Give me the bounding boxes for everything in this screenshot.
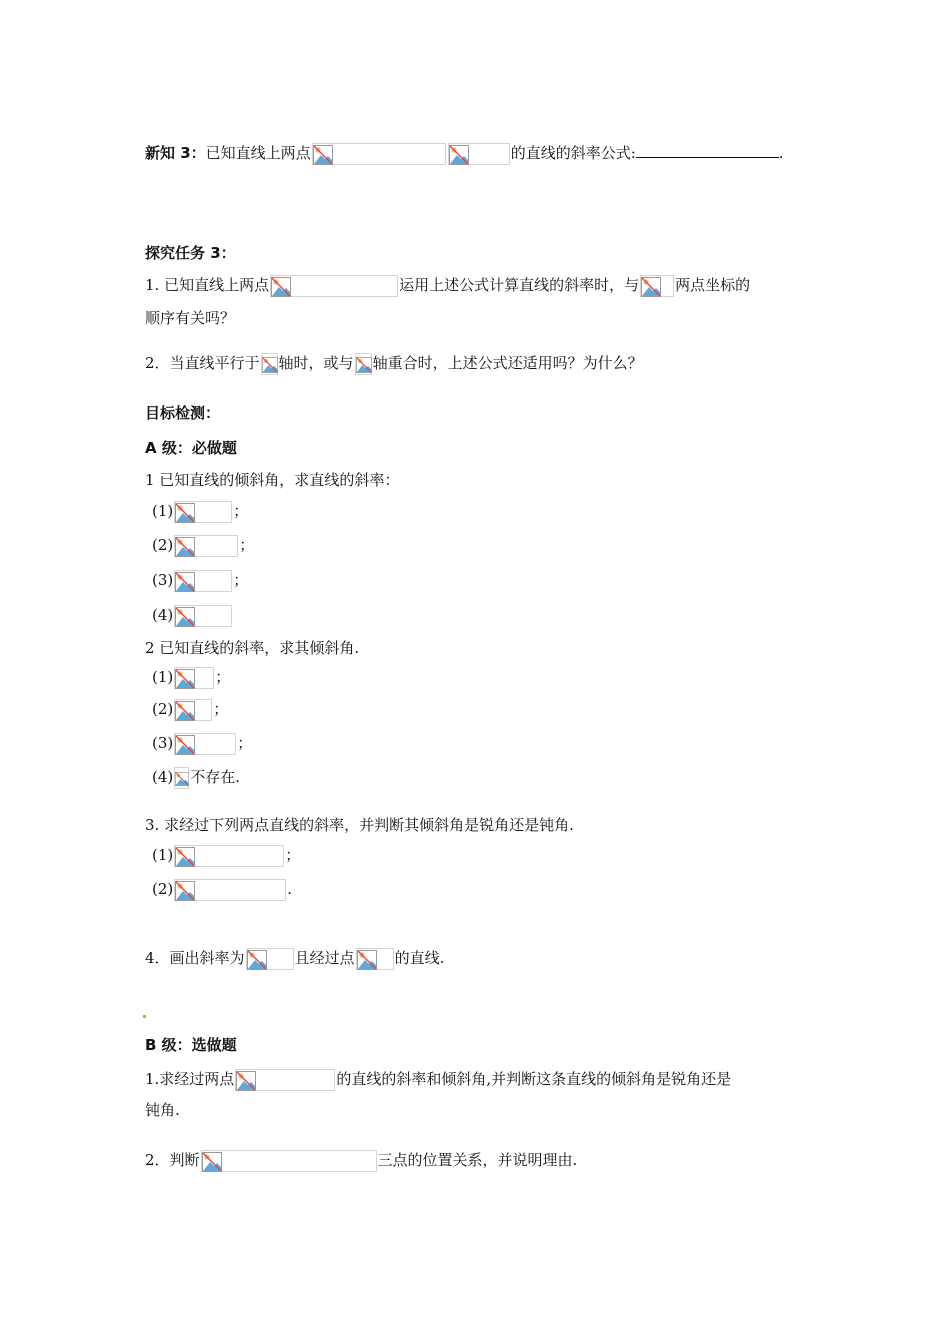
goal-title: 目标检测：: [145, 404, 221, 422]
broken-image-icon: [174, 535, 238, 557]
b-p2-text-a: 2．判断: [145, 1151, 200, 1169]
item-sep: ；: [285, 846, 301, 864]
item-sep: 不存在.: [190, 768, 241, 786]
task3-q1-text-a: 1. 已知直线上两点: [145, 276, 270, 294]
b-p2: [145, 1150, 577, 1172]
broken-image-icon: [174, 605, 232, 627]
b-p1: [145, 1069, 731, 1091]
item-number: (2): [152, 700, 174, 718]
task3-q2-text-c: 轴重合时，上述公式还适用吗？为什么？: [372, 354, 643, 372]
a-p3-item: [152, 879, 292, 901]
a-p4-text-c: 的直线.: [394, 949, 445, 967]
level-b-title: B 级：选做题: [145, 1036, 237, 1054]
task3-title: 探究任务 3：: [145, 244, 236, 262]
task3-q2: [145, 353, 643, 375]
broken-image-icon: [261, 353, 278, 375]
b-p1-text-b: 的直线的斜率和倾斜角,并判断这条直线的倾斜角是锐角还是: [336, 1070, 732, 1088]
item-number: (1): [152, 668, 174, 686]
broken-image-icon: [356, 948, 394, 970]
broken-image-icon: [174, 767, 189, 789]
item-sep: ；: [215, 668, 231, 686]
level-a-title: A 级：必做题: [145, 439, 237, 457]
task3-q1-cont: 顺序有关吗？: [145, 309, 236, 327]
item-number: (1): [152, 502, 174, 520]
stray-mark: [143, 1015, 146, 1018]
broken-image-icon: [640, 275, 674, 297]
item-number: (1): [152, 846, 174, 864]
task3-q1-text-c: 两点坐标的: [675, 276, 751, 294]
a-p1-stem: 1 已知直线的倾斜角，求直线的斜率：: [145, 471, 400, 489]
broken-image-icon: [235, 1069, 335, 1091]
broken-image-icon: [355, 353, 372, 375]
xinzhi3-text1: 已知直线上两点: [205, 144, 311, 162]
xinzhi3-end: .: [778, 144, 784, 162]
broken-image-icon: [312, 143, 446, 165]
a-p1-item: [152, 605, 233, 627]
a-p2-stem: 2 已知直线的斜率，求其倾斜角.: [145, 639, 360, 657]
xinzhi3-line: [145, 143, 784, 165]
item-number: (3): [152, 734, 174, 752]
task3-q2-text-a: 2．当直线平行于: [145, 354, 260, 372]
a-p3-stem: 3. 求经过下列两点直线的斜率，并判断其倾斜角是锐角还是钝角.: [145, 816, 574, 834]
answer-blank[interactable]: [636, 143, 779, 158]
broken-image-icon: [174, 667, 214, 689]
task3-q2-text-b: 轴时，或与: [278, 354, 354, 372]
b-p2-text-b: 三点的位置关系，并说明理由.: [377, 1151, 578, 1169]
item-number: (2): [152, 536, 174, 554]
item-sep: ；: [213, 700, 229, 718]
broken-image-icon: [174, 501, 232, 523]
a-p4: [145, 948, 444, 970]
b-p1-text-a: 1.求经过两点: [145, 1070, 235, 1088]
a-p1-item: [152, 535, 254, 557]
a-p2-item: [152, 699, 228, 721]
a-p1-item: [152, 501, 248, 523]
a-p4-text-b: 且经过点: [294, 949, 355, 967]
broken-image-icon: [448, 143, 510, 165]
item-sep: ；: [233, 502, 249, 520]
item-sep: ；: [233, 571, 249, 589]
broken-image-icon: [246, 948, 294, 970]
a-p3-item: [152, 845, 300, 867]
broken-image-icon: [201, 1150, 377, 1172]
broken-image-icon: [174, 570, 232, 592]
broken-image-icon: [270, 275, 398, 297]
a-p1-item: [152, 570, 248, 592]
item-number: (4): [152, 768, 174, 786]
a-p2-item: [152, 667, 230, 689]
b-p1-cont: 钝角.: [145, 1101, 180, 1119]
broken-image-icon: [174, 733, 236, 755]
item-number: (4): [152, 606, 174, 624]
a-p2-item: [152, 733, 252, 755]
item-number: (3): [152, 571, 174, 589]
xinzhi3-label: 新知 3：: [145, 144, 206, 162]
xinzhi3-text2: 的直线的斜率公式:: [510, 144, 636, 162]
a-p2-item: [152, 767, 240, 789]
task3-q1: [145, 275, 750, 297]
task3-q1-text-b: 运用上述公式计算直线的斜率时，与: [399, 276, 640, 294]
broken-image-icon: [174, 699, 212, 721]
broken-image-icon: [174, 879, 286, 901]
item-number: (2): [152, 880, 174, 898]
item-sep: ；: [239, 536, 255, 554]
a-p4-text-a: 4．画出斜率为: [145, 949, 245, 967]
broken-image-icon: [174, 845, 284, 867]
item-sep: ；: [237, 734, 253, 752]
item-sep: .: [287, 880, 293, 898]
